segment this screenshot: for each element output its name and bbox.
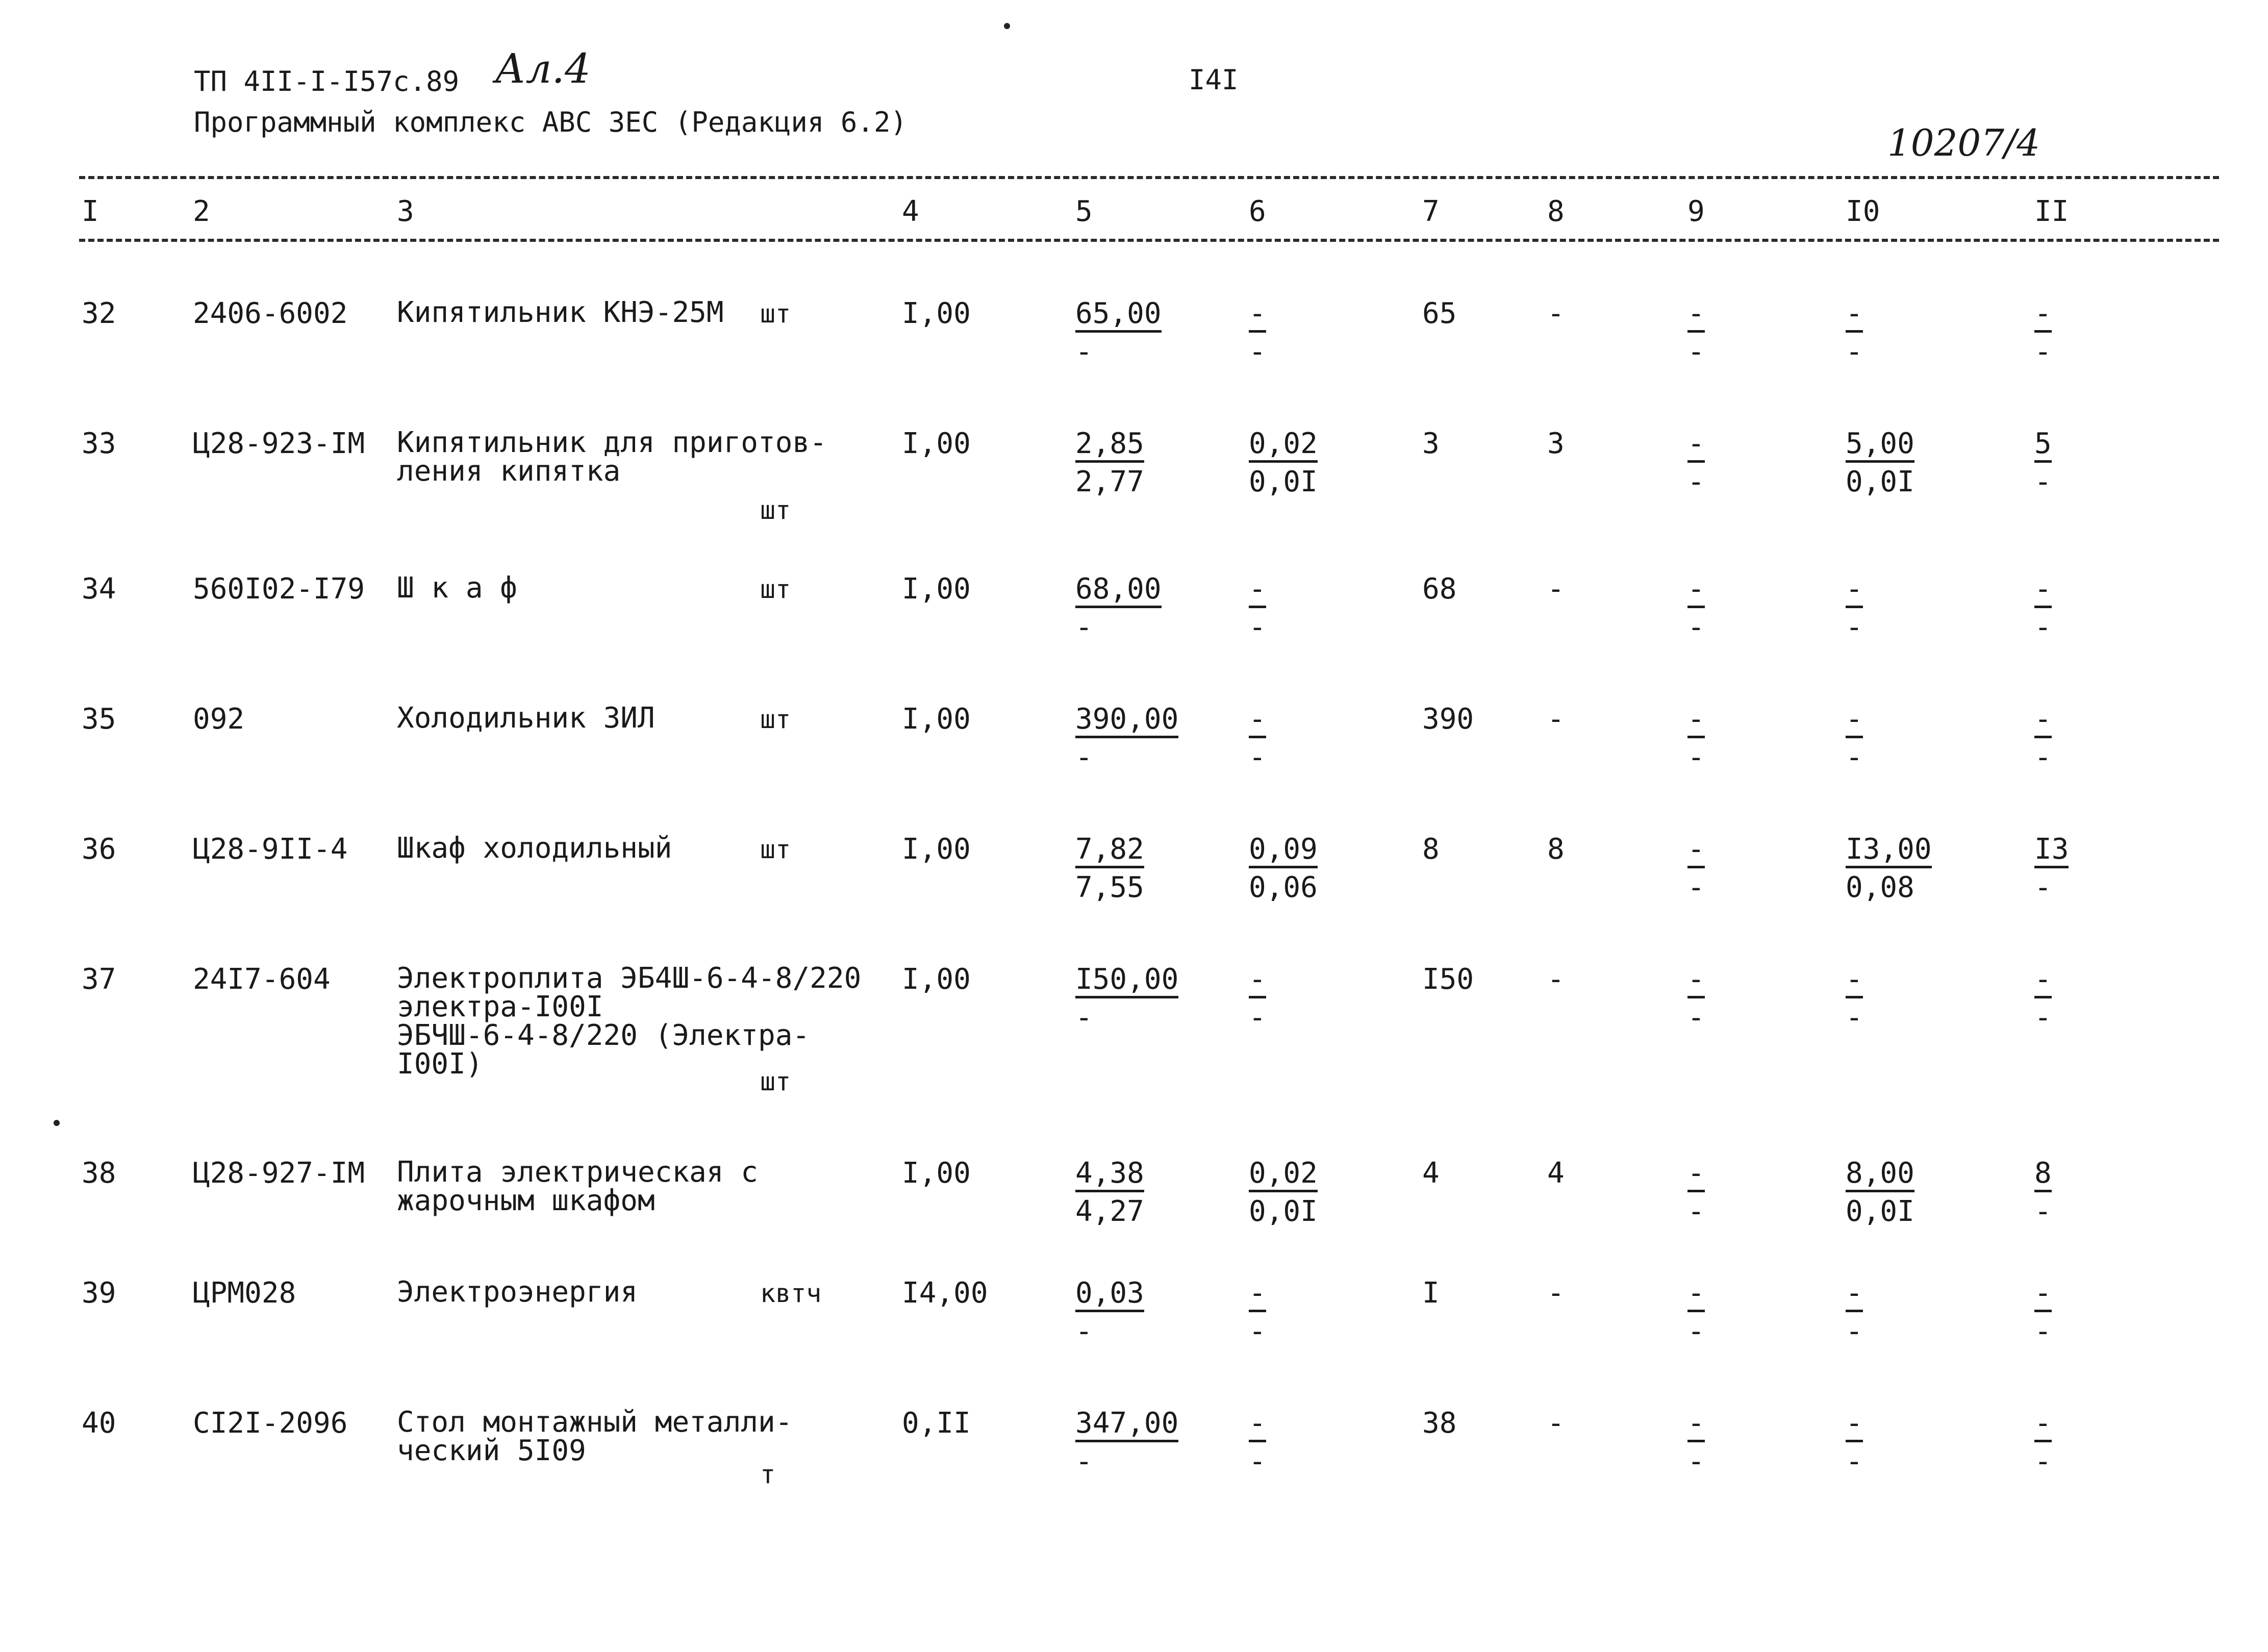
item-name: Электроплита ЭБ4Ш-6-4-8/220 электра-I00I ЭБЧШ-6-4-8/220 (Электра- I00I) (397, 962, 862, 1081)
item-code: 560I02-I79 (193, 572, 365, 606)
price-top-value: 4,38 (1075, 1158, 1144, 1192)
surcharge-bottom: - (1249, 611, 1266, 644)
item-name: Электроэнергия (397, 1275, 638, 1309)
unit: шт (760, 574, 791, 604)
price-bottom: - (1075, 1315, 1093, 1348)
item-name: Холодильник ЗИЛ (397, 702, 655, 735)
unit: шт (760, 495, 791, 525)
col11-top (2034, 298, 2052, 333)
col9-top (1687, 834, 1705, 868)
col7-value: 3 (1422, 427, 1440, 460)
col9-top-value: - (1687, 1278, 1705, 1312)
surcharge-top-value: 0,09 (1249, 834, 1318, 868)
surcharge-top-value: - (1249, 1408, 1266, 1442)
price-top (1075, 429, 1144, 463)
col8-value: - (1547, 572, 1565, 606)
surcharge-top (1249, 834, 1318, 868)
item-name: Стол монтажный металли- ческий 5I09 (397, 1406, 793, 1467)
column-header: 7 (1422, 195, 1440, 228)
price-top (1075, 1408, 1178, 1442)
price-top (1075, 1158, 1144, 1192)
col9-top-value: - (1687, 964, 1705, 998)
unit: шт (760, 1067, 791, 1096)
col9-bottom: - (1687, 1445, 1705, 1478)
price-top-value: 347,00 (1075, 1408, 1178, 1442)
row-number: 33 (82, 427, 116, 460)
col8-value: - (1547, 297, 1565, 330)
price-bottom: - (1075, 741, 1093, 774)
surcharge-top-value: 0,02 (1249, 429, 1318, 463)
surcharge-bottom: - (1249, 741, 1266, 774)
col9-bottom: - (1687, 335, 1705, 368)
col10-bottom: - (1846, 741, 1863, 774)
col11-bottom: - (2034, 465, 2052, 498)
col9-top (1687, 298, 1705, 333)
price-top (1075, 834, 1144, 868)
column-header: 9 (1687, 195, 1705, 228)
row-number: 32 (82, 297, 116, 330)
col8-value: 8 (1547, 833, 1565, 866)
surcharge-bottom: 0,06 (1249, 871, 1318, 904)
price-top-value: 68,00 (1075, 574, 1162, 608)
row-number: 39 (82, 1276, 116, 1310)
quantity: I,00 (902, 427, 971, 460)
col11-bottom: - (2034, 1445, 2052, 1478)
col10-bottom: 0,0I (1846, 465, 1914, 498)
document-subtitle: Программный комплекс АВС ЗЕС (Редакция 6.2) (194, 106, 907, 138)
column-header: I0 (1846, 195, 1880, 228)
column-header: 8 (1547, 195, 1565, 228)
col11-top-value: - (2034, 1408, 2052, 1442)
price-bottom: - (1075, 611, 1093, 644)
col7-value: I50 (1422, 963, 1474, 996)
col9-bottom: - (1687, 1315, 1705, 1348)
col11-top (2034, 964, 2052, 998)
item-code: ЦРМ028 (193, 1276, 296, 1310)
col11-bottom: - (2034, 741, 2052, 774)
col9-top (1687, 1158, 1705, 1192)
price-top (1075, 1278, 1144, 1312)
col9-top-value: - (1687, 1408, 1705, 1442)
col11-top-value: - (2034, 1278, 2052, 1312)
price-bottom: 2,77 (1075, 465, 1144, 498)
col11-top-value: - (2034, 704, 2052, 738)
header-rule-bottom (79, 239, 2219, 242)
col7-value: I (1422, 1276, 1440, 1310)
unit: шт (760, 705, 791, 734)
col11-top-value: - (2034, 964, 2052, 998)
col10-bottom: - (1846, 1445, 1863, 1478)
quantity: I,00 (902, 703, 971, 736)
col11-top (2034, 1278, 2052, 1312)
quantity: I,00 (902, 963, 971, 996)
col10-top-value: - (1846, 298, 1863, 333)
price-top-value: I50,00 (1075, 964, 1178, 998)
quantity: I,00 (902, 297, 971, 330)
handwritten-number: 10207/4 (1887, 121, 2040, 164)
surcharge-top-value: - (1249, 574, 1266, 608)
col10-top-value: - (1846, 964, 1863, 998)
surcharge-top-value: - (1249, 704, 1266, 738)
col8-value: 3 (1547, 427, 1565, 460)
surcharge-bottom: - (1249, 335, 1266, 368)
col10-top (1846, 298, 1863, 333)
price-top-value: 65,00 (1075, 298, 1162, 333)
col10-top (1846, 574, 1863, 608)
col10-bottom: - (1846, 1315, 1863, 1348)
col10-top-value: - (1846, 704, 1863, 738)
price-top (1075, 964, 1178, 998)
col10-top (1846, 964, 1863, 998)
col11-bottom: - (2034, 1315, 2052, 1348)
col10-top (1846, 1278, 1863, 1312)
col9-top-value: - (1687, 1158, 1705, 1192)
price-top-value: 390,00 (1075, 704, 1178, 738)
price-top-value: 2,85 (1075, 429, 1144, 463)
row-number: 36 (82, 833, 116, 866)
item-code: 24I7-604 (193, 963, 331, 996)
column-header: 2 (193, 195, 210, 228)
col7-value: 65 (1422, 297, 1457, 330)
col8-value: - (1547, 1276, 1565, 1310)
col9-top-value: - (1687, 704, 1705, 738)
price-top (1075, 574, 1162, 608)
item-name: Кипятильник для приготов- ления кипятка (397, 426, 827, 488)
col11-top-value: - (2034, 298, 2052, 333)
header-rule-top (79, 176, 2219, 179)
column-header: I (82, 195, 99, 228)
row-number: 37 (82, 963, 116, 996)
col10-bottom: 0,0I (1846, 1195, 1914, 1228)
col8-value: 4 (1547, 1157, 1565, 1190)
col10-top (1846, 429, 1914, 463)
col7-value: 68 (1422, 572, 1457, 606)
surcharge-bottom: - (1249, 1001, 1266, 1034)
item-name: Шкаф холодильный (397, 832, 672, 865)
row-number: 40 (82, 1407, 116, 1440)
col11-top-value: - (2034, 574, 2052, 608)
col10-top-value: - (1846, 1278, 1863, 1312)
item-name: Кипятильник КНЭ-25М (397, 296, 724, 329)
col10-top-value: 5,00 (1846, 429, 1914, 463)
row-number: 38 (82, 1157, 116, 1190)
handwritten-mark: Ал.4 (495, 45, 591, 92)
column-header: 6 (1249, 195, 1266, 228)
col9-bottom: - (1687, 1195, 1705, 1228)
col10-top-value: - (1846, 574, 1863, 608)
col10-bottom: 0,08 (1846, 871, 1914, 904)
surcharge-top-value: - (1249, 1278, 1266, 1312)
surcharge-bottom: 0,0I (1249, 465, 1318, 498)
col11-top-value: 5 (2034, 429, 2052, 463)
document-code: ТП 4II-I-I57с.89 (194, 65, 460, 97)
col9-bottom: - (1687, 1001, 1705, 1034)
col9-top (1687, 704, 1705, 738)
col7-value: 8 (1422, 833, 1440, 866)
scan-speck (54, 1120, 60, 1126)
unit: т (760, 1460, 776, 1489)
col9-bottom: - (1687, 611, 1705, 644)
item-code: 092 (193, 703, 245, 736)
col10-bottom: - (1846, 335, 1863, 368)
col9-top (1687, 429, 1705, 463)
surcharge-top (1249, 574, 1266, 608)
col10-top (1846, 1408, 1863, 1442)
col10-top (1846, 1158, 1914, 1192)
quantity: I,00 (902, 833, 971, 866)
price-bottom: - (1075, 1445, 1093, 1478)
surcharge-bottom: 0,0I (1249, 1195, 1318, 1228)
col7-value: 4 (1422, 1157, 1440, 1190)
surcharge-bottom: - (1249, 1315, 1266, 1348)
price-bottom: - (1075, 335, 1093, 368)
surcharge-top (1249, 429, 1318, 463)
item-name: Плита электрическая с жарочным шкафом (397, 1156, 759, 1217)
col11-top (2034, 1408, 2052, 1442)
col10-top (1846, 834, 1932, 868)
price-bottom: - (1075, 1001, 1093, 1034)
col11-top (2034, 1158, 2052, 1192)
col9-top (1687, 1408, 1705, 1442)
col9-top-value: - (1687, 429, 1705, 463)
item-code: 2406-6002 (193, 297, 348, 330)
column-header: 4 (902, 195, 919, 228)
col9-top-value: - (1687, 574, 1705, 608)
item-code: Ц28-9II-4 (193, 833, 348, 866)
col9-top-value: - (1687, 834, 1705, 868)
col11-bottom: - (2034, 611, 2052, 644)
row-number: 34 (82, 572, 116, 606)
col9-top-value: - (1687, 298, 1705, 333)
col7-value: 390 (1422, 703, 1474, 736)
col11-top-value: I3 (2034, 834, 2069, 868)
price-top-value: 7,82 (1075, 834, 1144, 868)
quantity: I,00 (902, 1157, 971, 1190)
item-code: СI2I-2096 (193, 1407, 348, 1440)
col8-value: - (1547, 1407, 1565, 1440)
col10-top (1846, 704, 1863, 738)
col10-bottom: - (1846, 1001, 1863, 1034)
page-number: I4I (1189, 64, 1239, 96)
surcharge-top (1249, 1278, 1266, 1312)
col10-top-value: - (1846, 1408, 1863, 1442)
col11-top (2034, 834, 2069, 868)
col11-bottom: - (2034, 1001, 2052, 1034)
col10-top-value: 8,00 (1846, 1158, 1914, 1192)
col8-value: - (1547, 963, 1565, 996)
column-header: 3 (397, 195, 414, 228)
col11-bottom: - (2034, 871, 2052, 904)
price-bottom: 7,55 (1075, 871, 1144, 904)
price-top (1075, 298, 1162, 333)
item-name: Ш к а ф (397, 571, 518, 605)
col9-bottom: - (1687, 741, 1705, 774)
col7-value: 38 (1422, 1407, 1457, 1440)
col11-top (2034, 704, 2052, 738)
col9-top (1687, 1278, 1705, 1312)
col8-value: - (1547, 703, 1565, 736)
quantity: 0,II (902, 1407, 971, 1440)
col11-top (2034, 429, 2052, 463)
col11-top (2034, 574, 2052, 608)
surcharge-top (1249, 1408, 1266, 1442)
column-header: II (2034, 195, 2069, 228)
quantity: I4,00 (902, 1276, 988, 1310)
price-bottom: 4,27 (1075, 1195, 1144, 1228)
price-top-value: 0,03 (1075, 1278, 1144, 1312)
item-code: Ц28-923-IМ (193, 427, 365, 460)
col11-bottom: - (2034, 335, 2052, 368)
col11-top-value: 8 (2034, 1158, 2052, 1192)
surcharge-bottom: - (1249, 1445, 1266, 1478)
row-number: 35 (82, 703, 116, 736)
quantity: I,00 (902, 572, 971, 606)
col9-top (1687, 964, 1705, 998)
column-header: 5 (1075, 195, 1093, 228)
surcharge-top (1249, 298, 1266, 333)
surcharge-top (1249, 1158, 1318, 1192)
col9-bottom: - (1687, 871, 1705, 904)
price-top (1075, 704, 1178, 738)
col9-bottom: - (1687, 465, 1705, 498)
item-code: Ц28-927-IМ (193, 1157, 365, 1190)
unit: шт (760, 299, 791, 329)
col10-top-value: I3,00 (1846, 834, 1932, 868)
scan-speck (1004, 23, 1010, 29)
surcharge-top (1249, 704, 1266, 738)
unit: шт (760, 835, 791, 864)
surcharge-top (1249, 964, 1266, 998)
surcharge-top-value: - (1249, 964, 1266, 998)
surcharge-top-value: 0,02 (1249, 1158, 1318, 1192)
unit: квтч (760, 1279, 822, 1308)
col9-top (1687, 574, 1705, 608)
col11-bottom: - (2034, 1195, 2052, 1228)
surcharge-top-value: - (1249, 298, 1266, 333)
col10-bottom: - (1846, 611, 1863, 644)
